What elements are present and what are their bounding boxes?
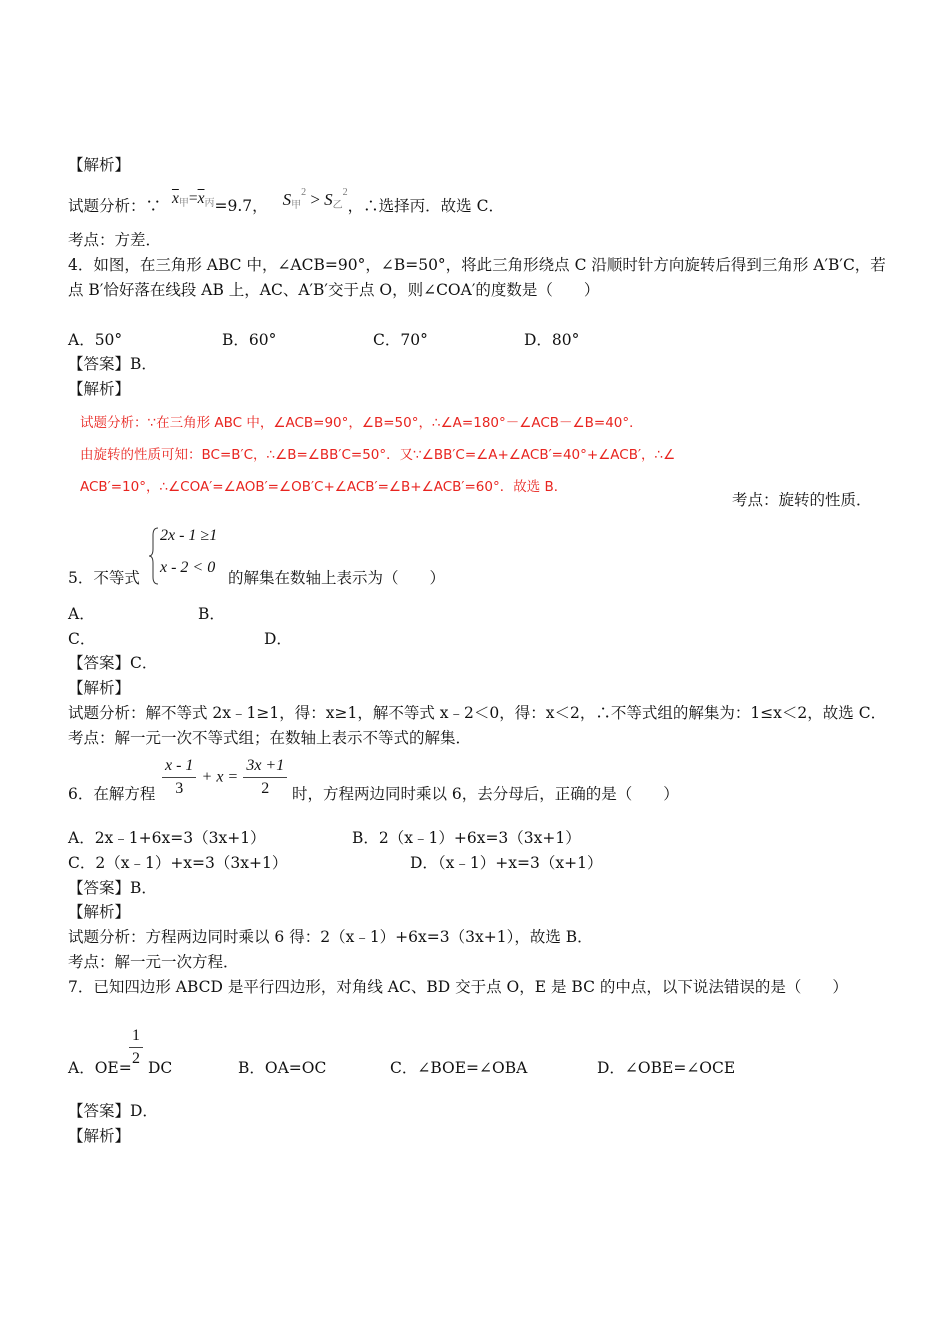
q4-option-d: D．80° [524, 331, 580, 349]
q3-sub-bing: 丙 [204, 198, 215, 209]
q3-jiexi-label: 【解析】 [68, 156, 131, 174]
q7-option-a-prefix: A．OE= [68, 1059, 132, 1077]
q3-s-sup-jia: 2 [301, 187, 307, 198]
q4-option-a: A．50° [68, 331, 123, 349]
q6-kaodian: 考点：解一元一次方程． [68, 953, 239, 971]
q4-jiexi-label: 【解析】 [68, 380, 131, 398]
q5-option-d: D． [264, 630, 292, 648]
q3-sub-jia: 甲 [178, 198, 189, 209]
q3-gt: > [310, 190, 320, 209]
q3-analysis-suffix: ，∴选择丙．故选 C． [347, 197, 504, 215]
q5-system-line1: 2x - 1 ≥1 [160, 527, 218, 544]
q7-option-b: B．OA=OC [238, 1059, 327, 1077]
q6-option-a: A．2x﹣1+6x=3（3x+1） [68, 829, 266, 847]
q3-variance-formula [282, 187, 348, 211]
q3-kaodian: 考点：方差． [68, 231, 162, 249]
q3-s-yi: S [324, 190, 333, 209]
q6-fraction-right-den: 2 [261, 780, 270, 797]
q6-fraction-left-den: 3 [175, 780, 184, 797]
q5-option-a: A． [68, 605, 95, 623]
q3-x-bing: $\overline{x}$ [197, 190, 205, 207]
q6-answer: 【答案】B． [68, 879, 157, 897]
q5-inequality-system [148, 527, 228, 587]
q3-s-sup-yi: 2 [342, 187, 348, 198]
q3-analysis-prefix: 试题分析：∵ [68, 197, 162, 215]
q5-system-line2: x - 2 < 0 [160, 559, 216, 576]
q4-option-c: C．70° [373, 331, 428, 349]
q6-equation [162, 755, 287, 800]
q3-s-jia: S [282, 190, 292, 209]
q4-stem-line2: 点 B′恰好落在线段 AB 上，AC、A′B′交于点 O，则∠COA′的度数是（ ） [68, 281, 600, 299]
q6-fraction-right [243, 755, 287, 800]
q4-option-b: B．60° [222, 331, 277, 349]
q5-stem-prefix: 5．不等式 [68, 569, 140, 587]
q6-option-b: B．2（x﹣1）+6x=3（3x+1） [352, 829, 581, 847]
q3-mean-formula: $\overline{x}_甲=\overline{x}_丙$ [171, 190, 215, 209]
q5-option-c: C． [68, 630, 96, 648]
q7-option-c: C．∠BOE=∠OBA [390, 1059, 528, 1077]
q6-analysis: 试题分析：方程两边同时乘以 6 得：2（x﹣1）+6x=3（3x+1），故选 B． [68, 928, 593, 946]
q6-option-d: D．（x﹣1）+x=3（x+1） [410, 854, 603, 872]
q7-option-d: D．∠OBE=∠OCE [597, 1059, 736, 1077]
q7-jiexi-label: 【解析】 [68, 1127, 131, 1145]
q7-stem: 7．已知四边形 ABCD 是平行四边形，对角线 AC、BD 交于点 O，E 是 BC 的中点，以下说法错误的是（ ） [68, 978, 848, 996]
q3-analysis-line [68, 188, 504, 223]
q4-kaodian: 考点：旋转的性质． [732, 491, 872, 509]
q3-x-jia: $\overline{x}$ [171, 190, 179, 207]
q3-s-sub-yi: 乙 [332, 200, 343, 211]
q7-fraction-den: 2 [132, 1050, 140, 1067]
q7-fraction-half [129, 1025, 143, 1070]
q6-stem-suffix: 时，方程两边同时乘以 6，去分母后，正确的是（ ） [292, 785, 679, 803]
q4-answer: 【答案】B． [68, 355, 157, 373]
q6-stem-prefix: 6．在解方程 [68, 785, 156, 803]
q4-stem-line1: 4．如图，在三角形 ABC 中，∠ACB=90°，∠B=50°，将此三角形绕点 C 沿顺时针方向旋转后得到三角形 A′B′C，若 [68, 256, 886, 274]
q5-stem-suffix: 的解集在数轴上表示为（ ） [228, 569, 446, 587]
q6-fraction-left [162, 755, 196, 800]
q7-fraction-num: 1 [129, 1025, 143, 1048]
q6-jiexi-label: 【解析】 [68, 903, 131, 921]
q6-fraction-right-num: 3x +1 [243, 755, 287, 778]
q7-answer: 【答案】D． [68, 1102, 158, 1120]
q3-s-sub-jia: 甲 [291, 200, 302, 211]
q3-eq-val: =9.7， [214, 197, 268, 215]
q4-red-analysis-line3: ACB′=10°，∴∠COA′=∠AOB′=∠OB′C+∠ACB′=∠B+∠ACB′=60°．故选 B． [80, 479, 568, 495]
q6-option-c: C．2（x﹣1）+x=3（3x+1） [68, 854, 288, 872]
q4-red-analysis-line2: 由旋转的性质可知：BC=B′C，∴∠B=∠BB′C=50°．又∵∠BB′C=∠A+∠ACB′=40°+∠ACB′，∴∠ [80, 447, 676, 463]
q6-fraction-left-num: x - 1 [162, 755, 196, 778]
q5-answer: 【答案】C． [68, 654, 158, 672]
q5-option-b: B． [198, 605, 225, 623]
q5-analysis: 试题分析：解不等式 2x﹣1≥1，得：x≥1，解不等式 x﹣2＜0，得：x＜2，∴不等式组的解集为：1≤x＜2，故选 C． [68, 704, 887, 722]
q5-jiexi-label: 【解析】 [68, 679, 131, 697]
q4-red-analysis-line1: 试题分析：∵在三角形 ABC 中，∠ACB=90°，∠B=50°，∴∠A=180°－∠ACB－∠B=40°． [80, 415, 643, 431]
q6-plus-x: + x = [201, 768, 239, 786]
q5-kaodian: 考点：解一元一次不等式组；在数轴上表示不等式的解集． [68, 729, 472, 747]
q7-option-a-suffix: DC [148, 1059, 173, 1077]
q5-left-brace-icon [148, 527, 160, 585]
